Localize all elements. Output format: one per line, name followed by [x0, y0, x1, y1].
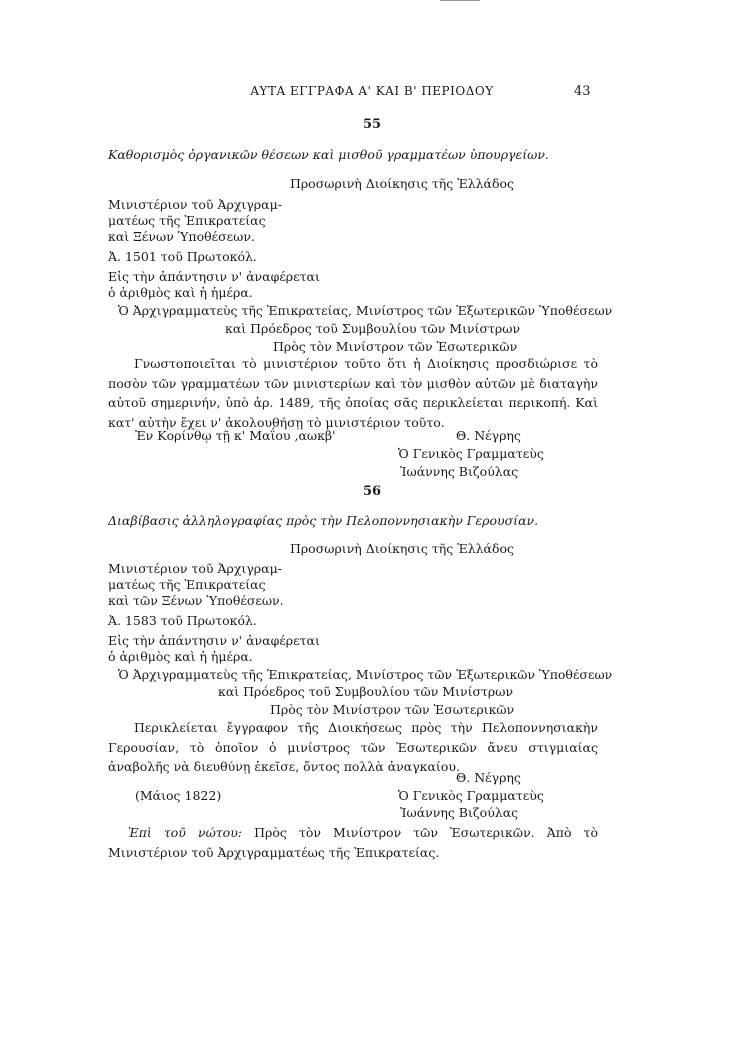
doc56-signature-name: Θ. Νέγρης	[456, 770, 521, 785]
doc55-sender-line: Μινιστέριον τοῦ Ἀρχιγραμ-	[108, 197, 282, 212]
doc55-sender-line: ματέως τῆς Ἐπικρατείας	[108, 213, 266, 228]
running-header: ΑΥΤΑ ΕΓΓΡΑΦΑ Α' ΚΑΙ Β' ΠΕΡΙΟΔΟΥ	[250, 84, 494, 98]
doc56-body: Περικλείεται ἔγγραφον τῆς Διοικήσεως πρὸς τὴν Πελοποννησιακὴν Γερουσίαν, τὸ ὁποῖον ὁ μινίστρος τῶν Ἐσωτερικῶν ἄνευ στιγμιαίας ἀναβολῆς νὰ διευθύνῃ ἐκεῖσε, ὄντος πολλὰ ἀναγκαίου.	[108, 720, 598, 774]
doc56-signature-secretary: Ἰωάννης Βιζούλας	[400, 805, 519, 820]
doc56-endorsement-text: Πρὸς τὸν Μινίστρον τῶν Ἐσωτερικῶν. Ἀπὸ τὸ Μινιστέριον τοῦ Ἀρχιγραμματέως τῆς Ἐπικρατείας.	[108, 825, 598, 860]
doc56-endorsement-lead: Ἐπὶ τοῦ νώτου:	[128, 825, 243, 840]
doc56-number: 56	[362, 484, 382, 499]
doc56-reply-note: Εἰς τὴν ἀπάντησιν ν' ἀναφέρεται	[108, 633, 320, 648]
doc55-author-line1: Ὁ Ἀρχιγραμματεὺς τῆς Ἐπικρατείας, Μινίστρος τῶν Ἐξωτερικῶν Ὑποθέσεων	[118, 303, 613, 318]
page-number: 43	[574, 84, 591, 99]
doc56-endorsement	[108, 823, 598, 862]
doc55-addressee: Πρὸς τὸν Μινίστρον τῶν Ἐσωτερικῶν	[273, 339, 518, 354]
doc56-protocol: Ἀ. 1583 τοῦ Πρωτοκόλ.	[108, 613, 257, 628]
doc56-sender-line: Μινιστέριον τοῦ Ἀρχιγραμ-	[108, 561, 282, 576]
doc56-title: Διαβίβασις ἀλληλογραφίας πρὸς τὴν Πελοποννησιακὴν Γερουσίαν.	[108, 513, 539, 528]
doc55-sender-line: καὶ Ξένων Ὑποθέσεων.	[108, 229, 255, 244]
doc55-reply-note: ὁ ἀριθμὸς καὶ ἡ ἡμέρα.	[108, 285, 253, 300]
doc55-government: Προσωρινὴ Διοίκησις τῆς Ἑλλάδος	[289, 176, 515, 191]
scan-artifact-line	[440, 0, 480, 3]
doc55-title: Καθορισμὸς ὀργανικῶν θέσεων καὶ μισθοῦ γραμματέων ὑπουργείων.	[108, 147, 549, 162]
doc56-author-line1: Ὁ Ἀρχιγραμματεὺς τῆς Ἐπικρατείας, Μινίστρος τῶν Ἐξωτερικῶν Ὑποθέσεων	[118, 667, 613, 682]
doc56-sender-line: καὶ τῶν Ξένων Ὑποθέσεων.	[108, 593, 284, 608]
doc55-signature-secretary: Ἰωάννης Βιζούλας	[400, 464, 519, 479]
doc55-protocol: Ἀ. 1501 τοῦ Πρωτοκόλ.	[108, 249, 257, 264]
doc55-signature-name: Θ. Νέγρης	[456, 428, 521, 443]
doc55-signature-title: Ὁ Γενικὸς Γραμματεὺς	[398, 446, 544, 461]
doc56-reply-note: ὁ ἀριθμὸς καὶ ἡ ἡμέρα.	[108, 649, 253, 664]
doc56-author-line2: καὶ Πρόεδρος τοῦ Συμβουλίου τῶν Μινίστρων	[218, 684, 514, 699]
doc56-sender-line: ματέως τῆς Ἐπικρατείας	[108, 577, 266, 592]
doc55-place-date: Ἐν Κορίνθῳ τῇ κ' Μαΐου ,αωκβ'	[135, 428, 336, 443]
doc56-addressee: Πρὸς τὸν Μινίστρον τῶν Ἐσωτερικῶν	[270, 702, 515, 717]
doc56-signature-title: Ὁ Γενικὸς Γραμματεὺς	[398, 788, 544, 803]
doc55-body: Γνωστοποιεῖται τὸ μινιστέριον τοῦτο ὅτι ἡ Διοίκησις προσδιώρισε τὸ ποσὸν τῶν γραμματέων τῶν μινιστερίων καὶ τὸν μισθὸν αὐτῶν μὲ διαταγὴν αὐτοῦ σημερινήν, ὑπὸ ἀρ. 1489, τῆς ὁποίας σᾶς περικλείεται περικοπή. Καὶ κατ' αὐτὴν ἔχει ν' ἀκολουθήσῃ τὸ μινιστέριον τοῦτο.	[108, 356, 598, 430]
doc56-government: Προσωρινὴ Διοίκησις τῆς Ἑλλάδος	[289, 541, 515, 556]
doc56-place-date: (Μάιος 1822)	[135, 788, 222, 803]
doc55-reply-note: Εἰς τὴν ἀπάντησιν ν' ἀναφέρεται	[108, 269, 320, 284]
doc55-number: 55	[362, 117, 382, 132]
doc55-author-line2: καὶ Πρόεδρος τοῦ Συμβουλίου τῶν Μινίστρων	[225, 321, 521, 336]
